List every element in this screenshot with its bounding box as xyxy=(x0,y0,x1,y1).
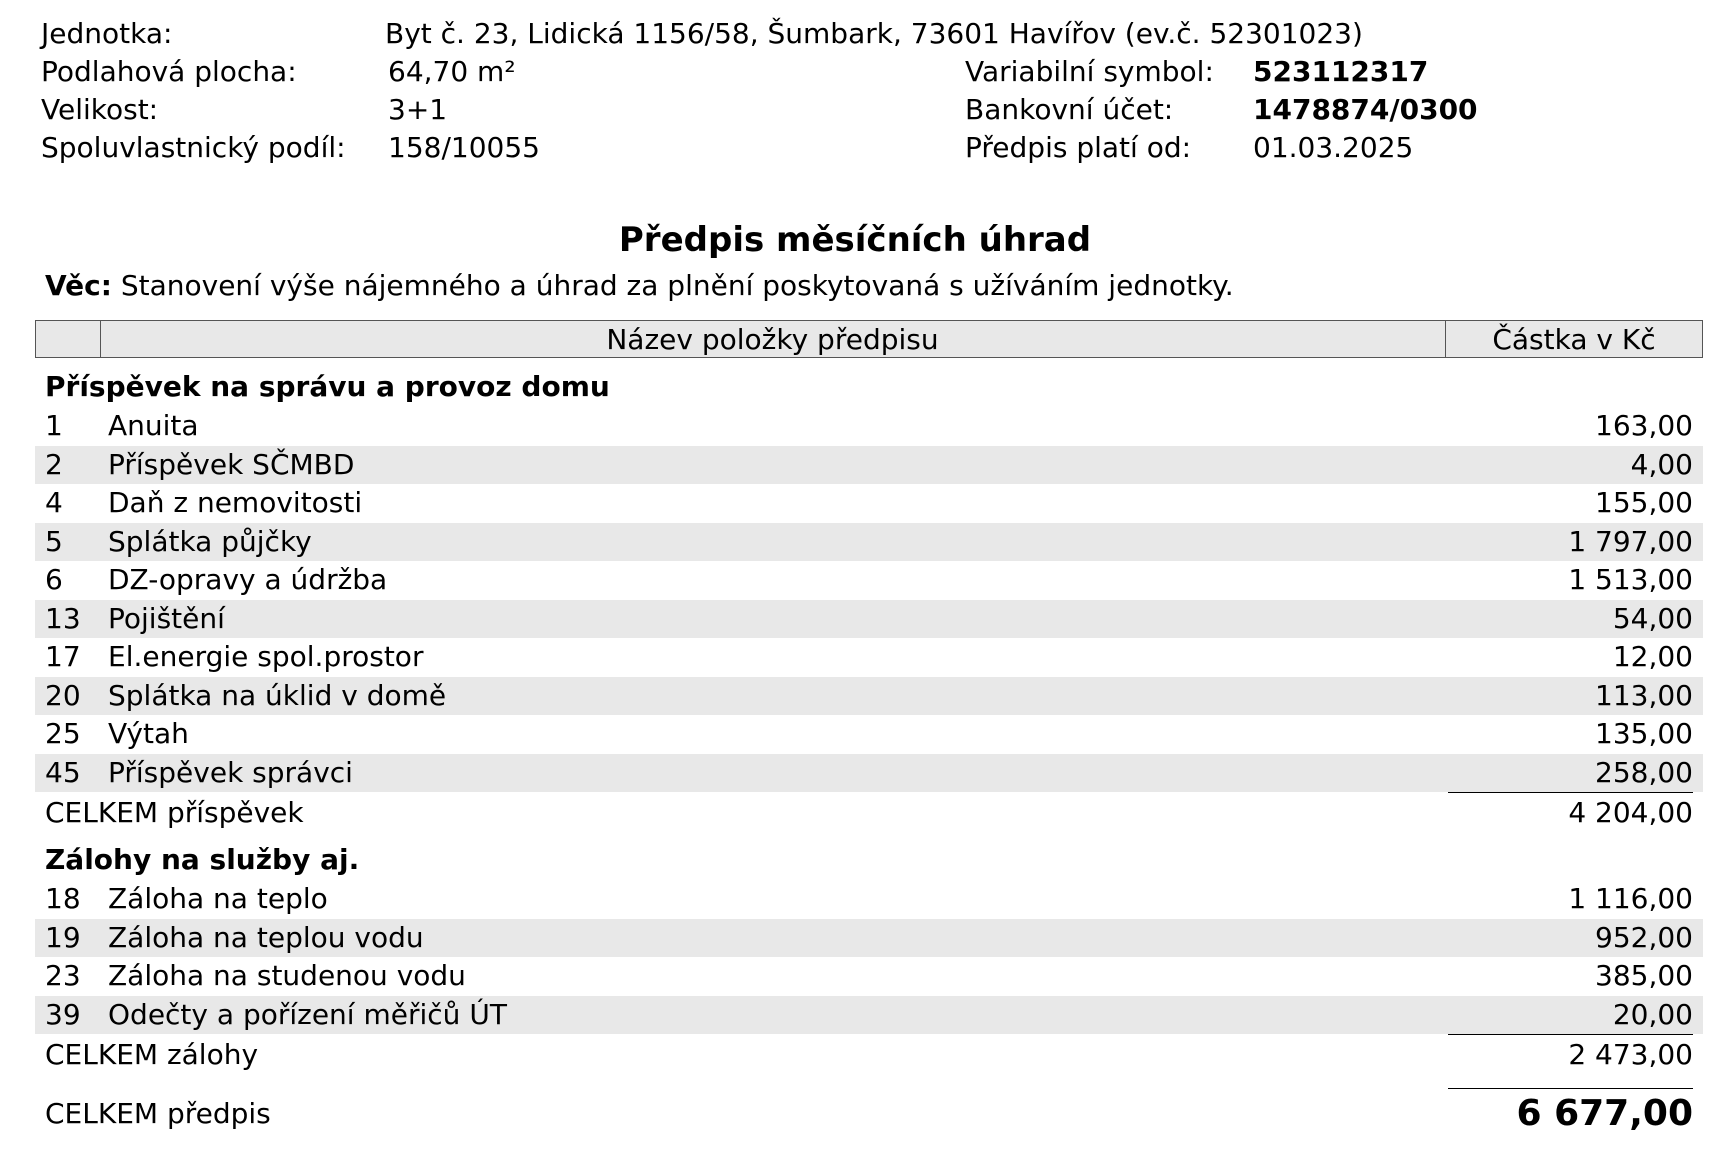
grand-total xyxy=(35,1090,1703,1138)
section-rows xyxy=(35,407,1703,792)
row-name: DZ-opravy a údržba xyxy=(108,563,388,596)
table-row xyxy=(35,957,1703,996)
table-row xyxy=(35,407,1703,446)
area-value: 64,70 m² xyxy=(388,55,516,88)
unit-value: Byt č. 23, Lidická 1156/58, Šumbark, 73601 Havířov (ev.č. 52301023) xyxy=(385,17,1363,50)
header-item-name: Název položky předpisu xyxy=(100,321,1446,357)
section-total xyxy=(35,1036,1703,1074)
section-title: Příspěvek na správu a provoz domu xyxy=(45,370,610,403)
section-total xyxy=(35,794,1703,832)
row-name: Příspěvek SČMBD xyxy=(108,447,355,481)
row-name: Výtah xyxy=(108,717,189,750)
row-amount: 1 513,00 xyxy=(1568,563,1693,596)
table-row xyxy=(35,996,1703,1035)
row-amount: 1 797,00 xyxy=(1568,524,1693,558)
row-name: Anuita xyxy=(108,409,199,442)
row-number: 1 xyxy=(45,409,63,442)
row-number: 20 xyxy=(45,678,81,712)
table-row xyxy=(35,919,1703,958)
unit-label: Jednotka: xyxy=(41,17,173,50)
variable-symbol-value: 523112317 xyxy=(1253,55,1429,88)
row-name: Odečty a pořízení měřičů ÚT xyxy=(108,997,507,1031)
section-title: Zálohy na služby aj. xyxy=(45,843,360,876)
bank-account-value: 1478874/0300 xyxy=(1253,93,1478,126)
row-number: 23 xyxy=(45,959,81,992)
unit-row xyxy=(0,15,1710,53)
share-value: 158/10055 xyxy=(388,131,540,164)
row-amount: 385,00 xyxy=(1595,959,1693,992)
valid-from-value: 01.03.2025 xyxy=(1253,131,1414,164)
subtotal-rule xyxy=(1448,792,1693,793)
subject-label: Věc: xyxy=(45,269,112,302)
row-amount: 135,00 xyxy=(1595,717,1693,750)
table-row xyxy=(35,484,1703,523)
row-number: 4 xyxy=(45,486,63,519)
share-row xyxy=(0,129,1710,167)
table-row xyxy=(35,600,1703,639)
header-number-cell xyxy=(36,321,101,357)
subtotal-rule xyxy=(1448,1034,1693,1035)
row-name: Pojištění xyxy=(108,601,225,635)
row-amount: 163,00 xyxy=(1595,409,1693,442)
table-row xyxy=(35,715,1703,754)
grand-total-value: 6 677,00 xyxy=(1516,1093,1693,1134)
subject-line xyxy=(45,268,1234,304)
subject-text: Stanovení výše nájemného a úhrad za plnění poskytovaná s užíváním jednotky. xyxy=(120,269,1234,302)
row-number: 17 xyxy=(45,640,81,673)
area-label: Podlahová plocha: xyxy=(41,55,297,88)
row-number: 6 xyxy=(45,563,63,596)
grand-total-label: CELKEM předpis xyxy=(45,1097,271,1130)
grand-total-rule xyxy=(1448,1088,1693,1089)
row-number: 13 xyxy=(45,601,81,635)
area-row xyxy=(0,53,1710,91)
share-label: Spoluvlastnický podíl: xyxy=(41,131,346,164)
row-amount: 113,00 xyxy=(1595,678,1693,712)
table-row xyxy=(35,880,1703,919)
bank-account-label: Bankovní účet: xyxy=(965,93,1174,126)
variable-symbol-label: Variabilní symbol: xyxy=(965,55,1214,88)
section-total-label: CELKEM zálohy xyxy=(45,1038,259,1071)
table-row xyxy=(35,561,1703,600)
size-row xyxy=(0,91,1710,129)
row-name: Záloha na teplo xyxy=(108,882,328,915)
row-amount: 155,00 xyxy=(1595,486,1693,519)
table-row xyxy=(35,638,1703,677)
row-number: 25 xyxy=(45,717,81,750)
row-number: 45 xyxy=(45,755,81,789)
row-name: El.energie spol.prostor xyxy=(108,640,424,673)
valid-from-label: Předpis platí od: xyxy=(965,131,1192,164)
row-amount: 54,00 xyxy=(1612,601,1693,635)
row-amount: 952,00 xyxy=(1595,920,1693,954)
row-name: Splátka půjčky xyxy=(108,524,312,558)
row-name: Záloha na studenou vodu xyxy=(108,959,466,992)
row-amount: 258,00 xyxy=(1595,755,1693,789)
section-rows xyxy=(35,880,1703,1034)
row-amount: 12,00 xyxy=(1612,640,1693,673)
row-name: Záloha na teplou vodu xyxy=(108,920,424,954)
row-amount: 1 116,00 xyxy=(1568,882,1693,915)
row-number: 5 xyxy=(45,524,63,558)
table-row xyxy=(35,677,1703,716)
row-name: Daň z nemovitosti xyxy=(108,486,363,519)
row-number: 18 xyxy=(45,882,81,915)
row-number: 19 xyxy=(45,920,81,954)
document-title: Předpis měsíčních úhrad xyxy=(618,220,1092,260)
table-row xyxy=(35,754,1703,793)
table-header xyxy=(35,320,1703,358)
section-total-value: 2 473,00 xyxy=(1568,1038,1693,1071)
size-value: 3+1 xyxy=(388,93,448,126)
row-number: 2 xyxy=(45,447,63,481)
header-amount: Částka v Kč xyxy=(1492,323,1656,356)
section-total-label: CELKEM příspěvek xyxy=(45,796,304,829)
size-label: Velikost: xyxy=(41,93,159,126)
row-name: Splátka na úklid v domě xyxy=(108,678,447,712)
row-number: 39 xyxy=(45,997,81,1031)
row-amount: 20,00 xyxy=(1612,997,1693,1031)
table-row xyxy=(35,446,1703,485)
row-amount: 4,00 xyxy=(1630,447,1693,481)
section-total-value: 4 204,00 xyxy=(1568,796,1693,829)
table-row xyxy=(35,523,1703,562)
row-name: Příspěvek správci xyxy=(108,755,353,789)
